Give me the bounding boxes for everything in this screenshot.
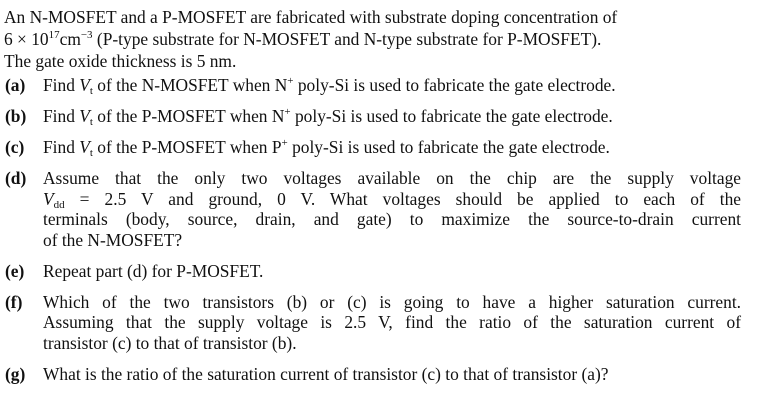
part-a-mid: of the N-MOSFET when N — [92, 75, 288, 95]
part-g — [4, 364, 741, 385]
part-d-text — [43, 168, 741, 250]
part-e-label: (e) — [5, 260, 25, 281]
part-f-label: (f) — [5, 291, 23, 312]
part-c-post: poly-Si is used to fabricate the gate electrode. — [287, 137, 610, 157]
vdd-subscript: dd — [53, 198, 65, 211]
part-d — [4, 168, 741, 250]
part-e-text — [43, 261, 741, 282]
part-c-pre: Find — [43, 137, 80, 157]
problem-intro — [4, 6, 741, 72]
part-f-text — [43, 292, 741, 354]
doping-plus: + — [287, 75, 294, 87]
vt-symbol: V — [79, 137, 90, 157]
part-d-line-3: terminals (body, source, drain, and gate) to maximize the source-to-drain current — [43, 209, 741, 229]
substrate-types: (P-type substrate for N-MOSFET and N-type substrate for P-MOSFET). — [92, 29, 602, 49]
doping-unit-exponent: −3 — [80, 29, 93, 41]
part-b-text — [43, 106, 741, 127]
part-b-pre: Find — [43, 106, 80, 126]
part-f-line-2: Assuming that the supply voltage is 2.5 V, find the ratio of the saturation current of — [43, 312, 741, 332]
part-d-line-2 — [43, 189, 741, 210]
part-a — [4, 75, 741, 96]
part-b-post: poly-Si is used to fabricate the gate electrode. — [290, 106, 613, 126]
vt-symbol: V — [79, 106, 90, 126]
part-g-text — [43, 364, 741, 385]
doping-plus: + — [281, 137, 288, 149]
vt-subscript: t — [89, 85, 93, 97]
doping-exponent: 17 — [48, 29, 60, 41]
part-d-line-4: of the N-MOSFET? — [43, 229, 183, 250]
part-f-line-3: transistor (c) to that of transistor (b). — [43, 332, 297, 353]
part-b-label: (b) — [5, 106, 27, 126]
part-b-mid: of the P-MOSFET when N — [92, 106, 285, 126]
intro-line-1: An N-MOSFET and a P-MOSFET are fabricated with substrate doping concentration of — [4, 7, 618, 27]
part-d-label: (d) — [5, 168, 27, 188]
part-g-line: What is the ratio of the saturation current of transistor (c) to that of transistor (a)? — [43, 363, 609, 384]
part-g-label: (g) — [5, 363, 26, 384]
part-c-label: (c) — [5, 137, 25, 157]
vt-subscript: t — [89, 147, 93, 159]
part-c-text — [43, 137, 741, 158]
part-a-post: poly-Si is used to fabricate the gate electrode. — [293, 75, 616, 95]
vdd-symbol: V — [43, 188, 54, 209]
part-d-line-1: Assume that the only two voltages available on the chip are the supply voltage — [43, 168, 741, 188]
doping-plus: + — [284, 106, 291, 118]
part-f-line-1: Which of the two transistors (b) or (c) is going to have a higher saturation current. — [43, 291, 741, 312]
doping-coefficient: 6 × 10 — [4, 29, 49, 49]
vt-symbol: V — [79, 75, 90, 95]
doping-unit: cm — [59, 29, 81, 49]
vt-subscript: t — [89, 116, 93, 128]
part-f — [4, 292, 741, 354]
intro-line-3: The gate oxide thickness is 5 nm. — [4, 51, 237, 71]
part-c — [4, 137, 741, 158]
part-b — [4, 106, 741, 127]
part-e — [4, 261, 741, 282]
part-e-line: Repeat part (d) for P-MOSFET. — [43, 260, 264, 281]
part-a-label: (a) — [5, 75, 26, 95]
part-a-text — [43, 75, 741, 96]
part-d-line-2-text: = 2.5 V and ground, 0 V. What voltages should be applied to each of the — [64, 188, 741, 209]
problem-parts — [4, 75, 741, 384]
intro-line-2 — [4, 28, 741, 50]
part-c-mid: of the P-MOSFET when P — [92, 137, 282, 157]
part-a-pre: Find — [43, 75, 80, 95]
